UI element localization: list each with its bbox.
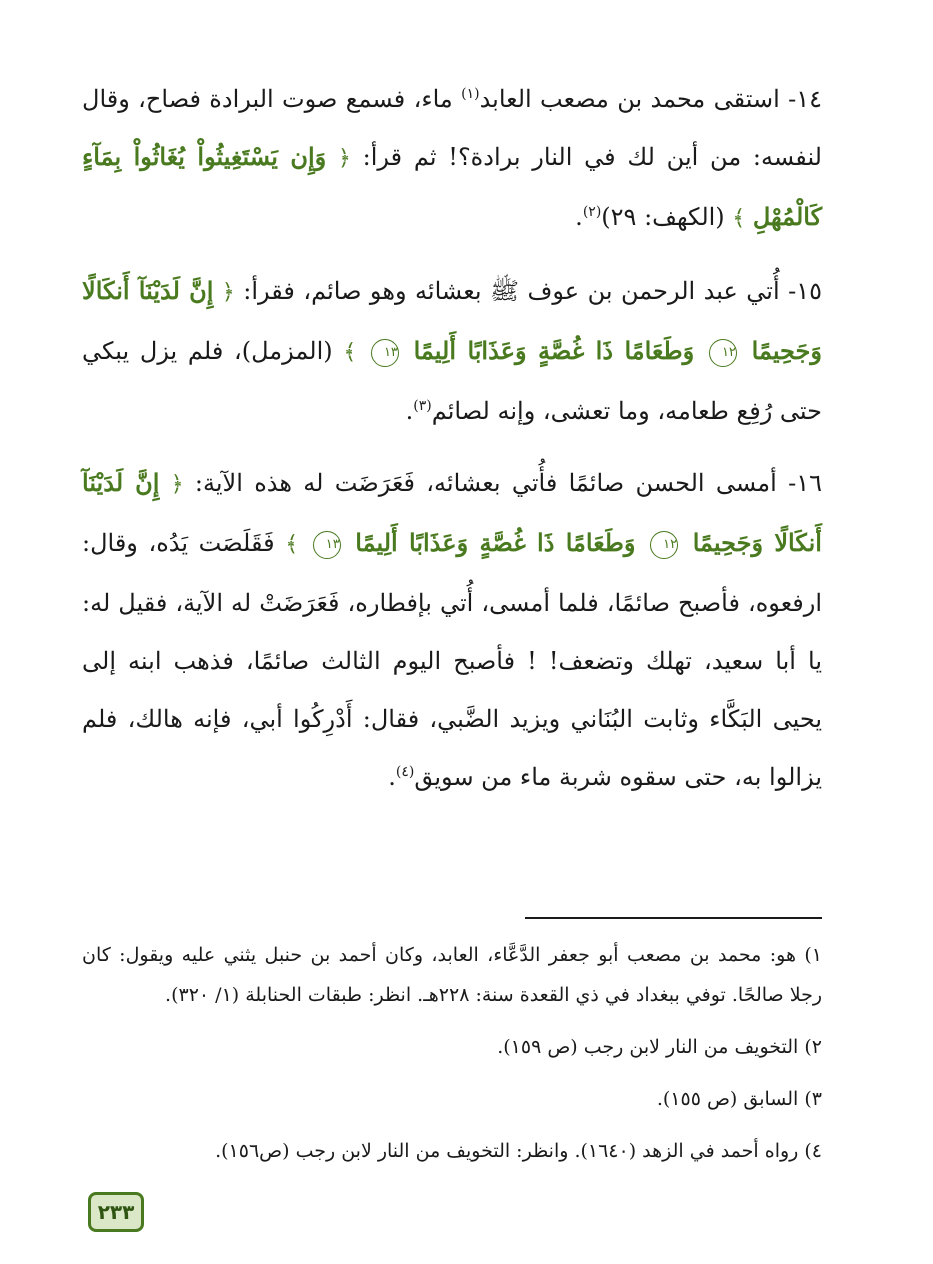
ayah-number-icon: ١٣ — [313, 531, 341, 559]
footnote-ref-4[interactable]: (٤) — [395, 764, 415, 780]
paragraph-16 — [82, 454, 822, 806]
quran-verse: وَطَعَامًا ذَا غُصَّةٍ وَعَذَابًا أَلِيمًا — [355, 528, 636, 557]
footnotes — [82, 935, 822, 1183]
quran-verse: إِنَّ لَدَيْنَآ أَنكَالًا وَجَحِيمًا — [82, 276, 822, 365]
paragraph-text: ماء، فسمع صوت البرادة فصاح، وقال لنفسه: من أين لك في النار برادة؟! ثم قرأ: — [82, 85, 822, 171]
footnote-4: ٤) رواه أحمد في الزهد (١٦٤٠). وانظر: التخويف من النار لابن رجب (ص١٥٦). — [215, 1140, 822, 1162]
paragraph-15 — [82, 262, 822, 440]
quran-bracket-open-icon: ﴿ — [338, 146, 351, 171]
paragraph-text: ١٤- استقى محمد بن مصعب العابد — [479, 85, 822, 113]
paragraph-text: . — [388, 763, 396, 791]
main-text — [82, 70, 822, 820]
footnote-ref-3[interactable]: (٣) — [413, 398, 432, 414]
footnote-1: ١) هو: محمد بن مصعب أبو جعفر الدَّعَّاء، العابد، وكان أحمد بن حنبل يثني عليه ويقول: كان رجلا صالحًا. توفي ببغداد في ذي القعدة سنة: ٢٢٨هـ. انظر: طبقات الحنابلة (١/ ٣٢٠). — [82, 944, 822, 1006]
paragraph-text: ١٦- أمسى الحسن صائمًا فأُتي بعشائه، فَعَرَضَت له هذه الآية: — [183, 469, 822, 497]
ayah-number-icon: ١٣ — [371, 339, 399, 367]
paragraph-14 — [82, 70, 822, 248]
quran-bracket-close-icon: ﴾ — [285, 532, 299, 557]
paragraph-text: . — [405, 397, 414, 425]
paragraph-text: فَقَلَصَت يَدُه، وقال: ارفعوه، فأصبح صائمًا، فلما أمسى، أُتي بإفطاره، فَعَرَضَتْ له الآية، فقيل له: يا أبا سعيد، تهلك وتضعف! ! فأصبح اليوم الثالث صائمًا، فذهب ابنه إلى يحيى البَكَّاء وثابت البُنَاني ويزيد الضَّبي، فقال: أَدْرِكُوا أبي، فإنه هالك، فلم يزالوا به، حتى سقوه شربة ماء من سويق — [82, 529, 822, 791]
quran-bracket-close-icon: ﴾ — [732, 206, 746, 231]
footnote-3: ٣) السابق (ص ١٥٥). — [656, 1088, 822, 1110]
footnote-ref-2[interactable]: (٢) — [582, 204, 602, 220]
verse-reference: (الكهف: ٢٩) — [601, 203, 733, 231]
quran-verse: وَطَعَامًا ذَا غُصَّةٍ وَعَذَابًا أَلِيمًا — [413, 336, 695, 365]
ayah-number-icon: ١٢ — [709, 339, 737, 367]
footnote-divider — [525, 917, 822, 919]
quran-bracket-close-icon: ﴾ — [343, 340, 357, 365]
paragraph-text: (المزمل)، فلم يزل يبكي حتى رُفِع طعامه، وما تعشى، وإنه لصائم — [82, 337, 822, 425]
ayah-number-icon: ١٢ — [650, 531, 678, 559]
quran-verse: وَإِن يَسْتَغِيثُواْ يُغَاثُواْ بِمَآءٍ كَالْمُهْلِ — [82, 142, 822, 231]
paragraph-text: ١٥- أُتي عبد الرحمن بن عوف ﷺ بعشائه وهو صائم، فقرأ: — [234, 277, 823, 305]
footnote-ref-1[interactable]: (١) — [461, 86, 480, 102]
paragraph-text: . — [575, 203, 583, 231]
quran-verse: إِنَّ لَدَيْنَآ أَنكَالًا وَجَحِيمًا — [82, 468, 822, 557]
quran-bracket-open-icon: ﴿ — [170, 472, 184, 497]
quran-bracket-open-icon: ﴿ — [221, 280, 235, 305]
page-number: ٢٣٣ — [88, 1192, 144, 1232]
footnote-2: ٢) التخويف من النار لابن رجب (ص ١٥٩). — [497, 1036, 822, 1058]
